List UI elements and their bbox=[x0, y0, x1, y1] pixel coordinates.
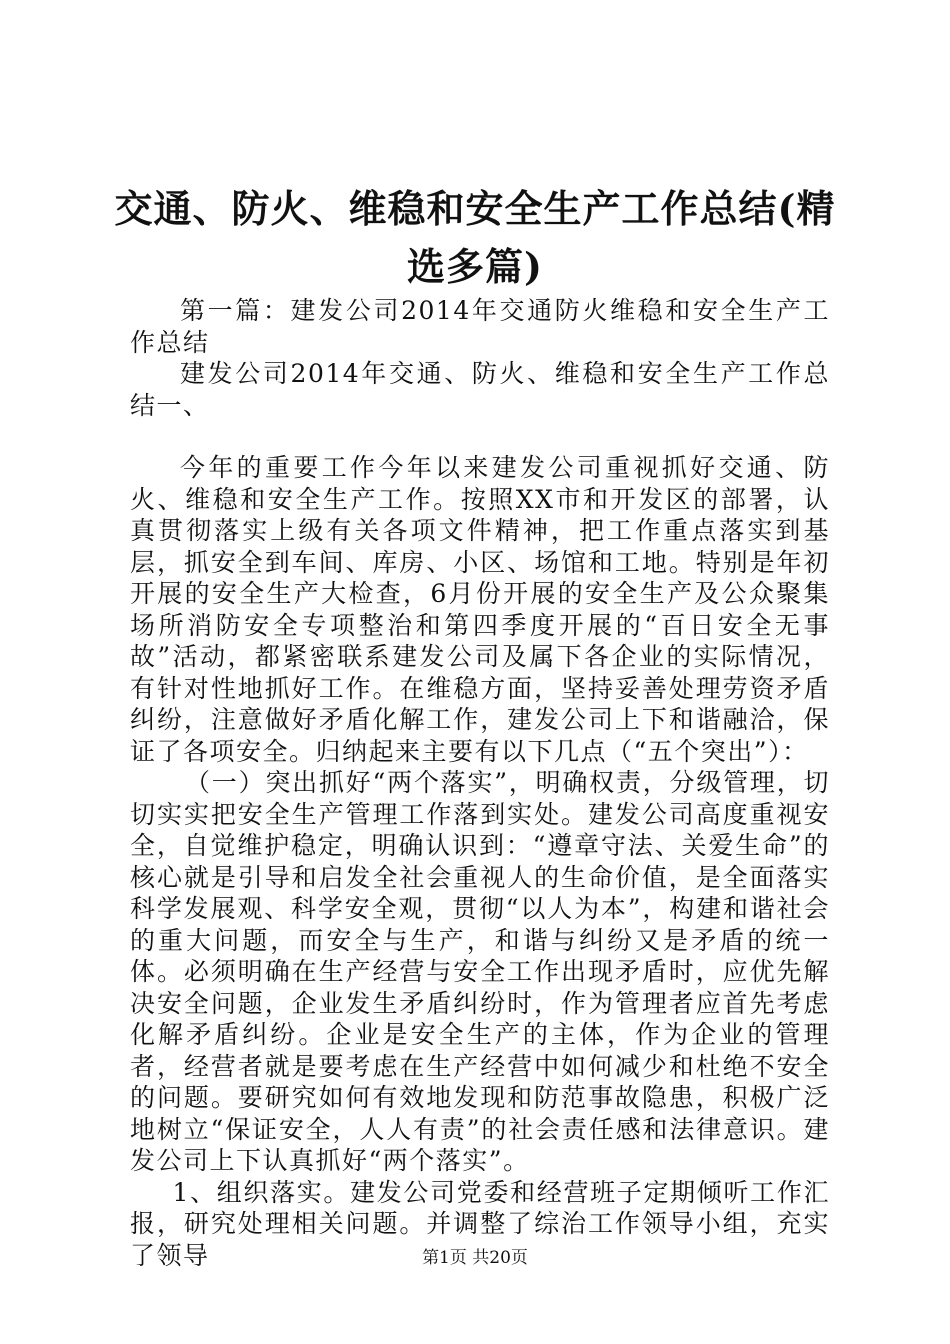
body-paragraph: 今年的重要工作今年以来建发公司重视抓好交通、防火、维稳和安全生产工作。按照XX市和开发区的部署，认真贯彻落实上级有关各项文件精神，把工作重点落实到基层，抓安全到车间、库房、小区、场馆和工地。特别是年初开展的安全生产大检查，6月份开展的安全生产及公众聚集场所消防安全专项整治和第四季度开展的“百日安全无事故”活动，都紧密联系建发公司及属下各企业的实际情况，有针对性地抓好工作。在维稳方面，坚持妥善处理劳资矛盾纠纷，注意做好矛盾化解工作，建发公司上下和谐融洽，保证了各项安全。归纳起来主要有以下几点（“五个突出”）： bbox=[130, 453, 830, 766]
subtitle-line: 建发公司2014年交通、防火、维稳和安全生产工作总结一、 bbox=[130, 359, 830, 420]
document-title: 交通、防火、维稳和安全生产工作总结(精选多篇) bbox=[114, 186, 836, 289]
section-heading: 第一篇：建发公司2014年交通防火维稳和安全生产工作总结 bbox=[130, 296, 830, 357]
body-paragraph: 1、组织落实。建发公司党委和经营班子定期倾听工作汇报，研究处理相关问题。并调整了综治工作领导小组，充实了领导 bbox=[130, 1177, 830, 1270]
page-number: 第1页 共20页 bbox=[422, 1248, 528, 1268]
document-body bbox=[130, 295, 830, 1271]
body-paragraph: （一）突出抓好“两个落实”，明确权责，分级管理，切切实实把安全生产管理工作落到实处。建发公司高度重视安全，自觉维护稳定，明确认识到：“遵章守法、关爱生命”的核心就是引导和启发全社会重视人的生命价值，是全面落实科学发展观、科学安全观，贯彻“以人为本”，构建和谐社会的重大问题，而安全与生产，和谐与纠纷又是矛盾的统一体。必须明确在生产经营与安全工作出现矛盾时，应优先解决安全问题，企业发生矛盾纠纷时，作为管理者应首先考虑化解矛盾纠纷。企业是安全生产的主体，作为企业的管理者，经营者就是要考虑在生产经营中如何减少和杜绝不安全的问题。要研究如何有效地发现和防范事故隐患，积极广泛地树立“保证安全，人人有责”的社会责任感和法律意识。建发公司上下认真抓好“两个落实”。 bbox=[130, 768, 830, 1175]
